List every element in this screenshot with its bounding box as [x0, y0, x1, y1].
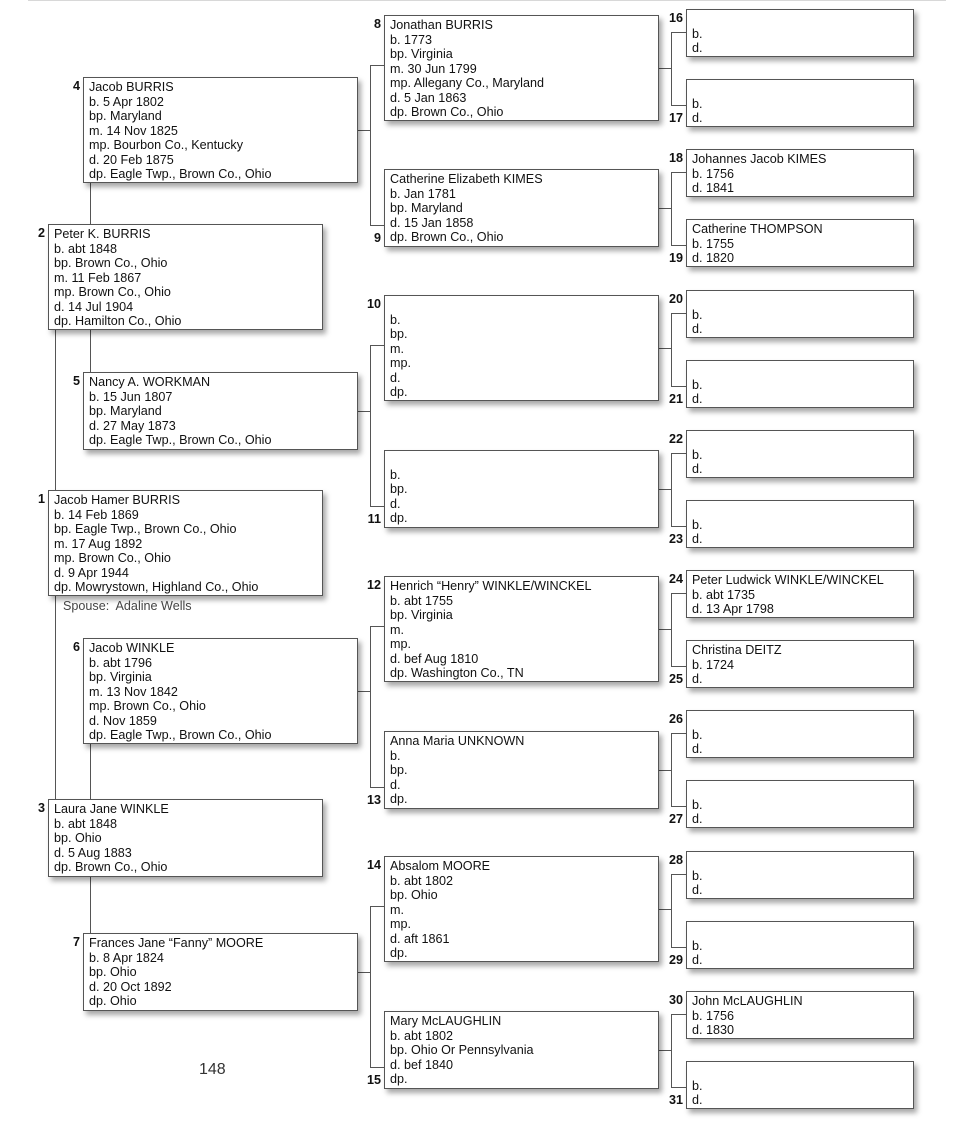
spouse-label: Spouse:	[63, 599, 110, 613]
ancestor-number: 9	[373, 231, 381, 245]
person-detail: b. 1756	[692, 166, 735, 181]
person-name	[692, 1064, 913, 1079]
person-detail: b. abt 1755	[390, 593, 454, 608]
connector-line	[671, 105, 686, 106]
person-box-17[interactable]	[686, 79, 914, 127]
connector-line	[90, 744, 91, 799]
connector-line	[370, 1067, 384, 1068]
person-detail: b.	[390, 312, 401, 327]
connector-line	[55, 330, 56, 490]
person-detail: b. 5 Apr 1802	[89, 94, 164, 109]
person-detail: b. abt 1796	[89, 655, 153, 670]
person-detail: mp. Brown Co., Ohio	[89, 699, 206, 713]
person-box-19[interactable]	[686, 219, 914, 267]
person-detail: d. 1841	[692, 181, 735, 195]
person-detail: m. 14 Nov 1825	[89, 123, 178, 138]
connector-line	[659, 629, 671, 630]
ancestor-number: 21	[668, 392, 683, 406]
connector-line	[370, 345, 384, 346]
ancestor-number: 7	[72, 935, 80, 949]
connector-line	[671, 733, 672, 806]
person-detail: dp. Ohio	[89, 994, 137, 1008]
person-name	[692, 12, 913, 27]
person-detail: m. 30 Jun 1799	[390, 61, 477, 76]
connector-line	[370, 906, 371, 1067]
connector-line	[358, 972, 370, 973]
person-detail: dp. Mowrystown, Highland Co., Ohio	[54, 580, 259, 594]
person-detail: d. 14 Jul 1904	[54, 299, 134, 314]
person-detail: b. 1756	[692, 1008, 735, 1023]
person-detail: b.	[692, 377, 703, 392]
ancestor-number: 14	[366, 858, 381, 872]
spouse-name: Adaline Wells	[115, 599, 192, 613]
person-detail: d. 1830	[692, 1023, 735, 1037]
person-detail: b.	[692, 938, 703, 953]
person-name	[692, 783, 913, 798]
ancestor-number: 18	[668, 151, 683, 165]
ancestor-number: 12	[366, 578, 381, 592]
ancestor-number: 4	[72, 79, 80, 93]
connector-line	[671, 453, 672, 526]
person-detail: bp. Virginia	[89, 670, 152, 684]
person-name	[692, 293, 913, 308]
person-detail: dp. Eagle Twp., Brown Co., Ohio	[89, 433, 272, 447]
person-detail: dp. Brown Co., Ohio	[54, 860, 168, 874]
person-box-3[interactable]	[48, 799, 323, 877]
person-box-12[interactable]	[384, 576, 659, 682]
person-detail: b. 1755	[692, 236, 735, 251]
ancestor-number: 26	[668, 712, 683, 726]
person-name	[692, 503, 913, 518]
person-detail: mp.	[390, 356, 411, 370]
person-detail: b. Jan 1781	[390, 186, 456, 201]
ancestor-number: 27	[668, 812, 683, 826]
person-name: Christina DEITZ	[692, 643, 782, 657]
person-detail: d.	[692, 532, 703, 546]
page-number: 148	[199, 1061, 226, 1078]
connector-line	[671, 453, 686, 454]
person-name: Jacob BURRIS	[89, 80, 174, 94]
connector-line	[671, 733, 686, 734]
person-detail: dp. Eagle Twp., Brown Co., Ohio	[89, 728, 272, 742]
person-name	[390, 298, 658, 313]
person-detail: d.	[692, 812, 703, 826]
person-detail: d.	[390, 370, 401, 385]
connector-line	[370, 225, 384, 226]
person-detail: b. 1724	[692, 657, 735, 672]
ancestor-number: 22	[668, 432, 683, 446]
ancestor-number: 6	[72, 640, 80, 654]
person-box-30[interactable]	[686, 991, 914, 1039]
person-box-13[interactable]	[384, 731, 659, 809]
person-detail: b.	[692, 447, 703, 462]
person-name: Anna Maria UNKNOWN	[390, 734, 525, 748]
person-box-4[interactable]	[83, 77, 358, 183]
ancestor-number: 8	[373, 17, 381, 31]
person-name: Nancy A. WORKMAN	[89, 375, 211, 389]
person-detail: d.	[692, 111, 703, 125]
person-detail: b.	[692, 797, 703, 812]
connector-line	[90, 183, 91, 224]
person-box-9[interactable]	[384, 169, 659, 247]
connector-line	[370, 787, 384, 788]
person-detail: d.	[692, 883, 703, 897]
person-detail: m.	[390, 622, 404, 637]
connector-line	[370, 65, 384, 66]
connector-line	[659, 909, 671, 910]
person-detail: b. abt 1802	[390, 873, 454, 888]
person-detail: dp.	[390, 792, 408, 806]
person-detail: bp. Ohio Or Pennsylvania	[390, 1043, 534, 1057]
person-detail: bp. Brown Co., Ohio	[54, 256, 168, 270]
connector-line	[671, 172, 672, 245]
ancestor-number: 15	[366, 1073, 381, 1087]
ancestor-number: 24	[668, 572, 683, 586]
person-detail: d. 1820	[692, 251, 735, 265]
ancestor-number: 11	[367, 512, 381, 526]
person-detail: mp. Allegany Co., Maryland	[390, 76, 544, 90]
person-box-14[interactable]	[384, 856, 659, 962]
person-name: Johannes Jacob KIMES	[692, 152, 827, 166]
ancestor-number: 23	[668, 532, 683, 546]
person-detail: b. abt 1735	[692, 587, 756, 602]
person-name: Absalom MOORE	[390, 859, 491, 873]
connector-line	[358, 691, 370, 692]
person-detail: dp.	[390, 385, 408, 399]
ancestor-number: 31	[668, 1093, 683, 1107]
connector-line	[370, 906, 384, 907]
connector-line	[671, 245, 686, 246]
person-detail: dp. Brown Co., Ohio	[390, 105, 504, 119]
person-detail: d. 5 Jan 1863	[390, 90, 467, 105]
person-box-20[interactable]	[686, 290, 914, 338]
connector-line	[659, 348, 671, 349]
connector-line	[671, 313, 672, 386]
connector-line	[671, 806, 686, 807]
ancestor-number: 13	[366, 793, 381, 807]
person-box-10[interactable]	[384, 295, 659, 401]
person-detail: bp. Virginia	[390, 608, 453, 622]
person-name: Jacob WINKLE	[89, 641, 175, 655]
connector-line	[370, 506, 384, 507]
person-detail: b.	[390, 467, 401, 482]
person-name	[692, 924, 913, 939]
person-detail: bp.	[390, 327, 408, 341]
connector-line	[659, 1050, 671, 1051]
connector-line	[671, 1087, 686, 1088]
person-box-6[interactable]	[83, 638, 358, 744]
connector-line	[659, 208, 671, 209]
person-name: Laura Jane WINKLE	[54, 802, 169, 816]
ancestor-number: 30	[668, 993, 683, 1007]
person-detail: mp. Brown Co., Ohio	[54, 285, 171, 299]
person-name: Frances Jane “Fanny” MOORE	[89, 936, 264, 950]
connector-line	[671, 172, 686, 173]
person-box-31[interactable]	[686, 1061, 914, 1109]
connector-line	[671, 593, 686, 594]
person-box-25[interactable]	[686, 640, 914, 688]
person-detail: bp.	[390, 763, 408, 777]
person-detail: dp.	[390, 946, 408, 960]
person-name: Jacob Hamer BURRIS	[54, 493, 180, 507]
person-detail: d. bef 1840	[390, 1057, 454, 1072]
person-box-23[interactable]	[686, 500, 914, 548]
connector-line	[671, 666, 686, 667]
connector-line	[671, 947, 686, 948]
person-name: John McLAUGHLIN	[692, 994, 803, 1008]
person-detail: d. aft 1861	[390, 931, 450, 946]
person-box-28[interactable]	[686, 851, 914, 899]
person-detail: d. Nov 1859	[89, 713, 157, 728]
connector-line	[671, 1014, 686, 1015]
person-box-21[interactable]	[686, 360, 914, 408]
person-detail: bp. Maryland	[390, 201, 463, 215]
person-detail: b. 1773	[390, 32, 433, 47]
spouse-line	[63, 599, 192, 613]
person-detail: d. 5 Aug 1883	[54, 845, 132, 860]
person-detail: d.	[692, 742, 703, 756]
person-name: Peter K. BURRIS	[54, 227, 151, 241]
person-detail: mp.	[390, 637, 411, 651]
person-name	[692, 363, 913, 378]
person-detail: mp. Bourbon Co., Kentucky	[89, 138, 244, 152]
person-detail: b.	[692, 868, 703, 883]
person-detail: bp. Ohio	[89, 965, 137, 979]
person-detail: dp.	[390, 511, 408, 525]
person-detail: m.	[390, 341, 404, 356]
person-name: Catherine THOMPSON	[692, 222, 823, 236]
person-detail: bp. Ohio	[390, 888, 438, 902]
connector-line	[671, 386, 686, 387]
person-name	[692, 854, 913, 869]
person-box-16[interactable]	[686, 9, 914, 57]
connector-line	[90, 330, 91, 372]
connector-line	[659, 68, 671, 69]
person-detail: b.	[692, 517, 703, 532]
person-detail: d. 9 Apr 1944	[54, 565, 129, 580]
connector-line	[671, 874, 686, 875]
connector-line	[671, 874, 672, 947]
person-box-11[interactable]	[384, 450, 659, 528]
person-detail: m. 17 Aug 1892	[54, 536, 143, 551]
connector-line	[358, 130, 370, 131]
person-detail: b. abt 1848	[54, 816, 118, 831]
person-detail: dp. Hamilton Co., Ohio	[54, 314, 182, 328]
person-box-5[interactable]	[83, 372, 358, 450]
person-box-26[interactable]	[686, 710, 914, 758]
person-detail: m.	[390, 902, 404, 917]
connector-line	[90, 877, 91, 933]
person-box-8[interactable]	[384, 15, 659, 121]
person-detail: bp. Ohio	[54, 831, 102, 845]
ancestor-number: 16	[668, 11, 683, 25]
connector-line	[370, 65, 371, 225]
person-box-27[interactable]	[686, 780, 914, 828]
person-box-7[interactable]	[83, 933, 358, 1011]
ancestor-number: 25	[668, 672, 683, 686]
person-name: Jonathan BURRIS	[390, 18, 493, 32]
person-detail: d.	[692, 392, 703, 406]
person-box-29[interactable]	[686, 921, 914, 969]
person-detail: b.	[692, 727, 703, 742]
person-detail: bp. Maryland	[89, 109, 162, 123]
person-detail: m. 13 Nov 1842	[89, 684, 178, 699]
person-detail: d. 15 Jan 1858	[390, 215, 474, 230]
person-box-22[interactable]	[686, 430, 914, 478]
person-name	[692, 82, 913, 97]
person-name: Henrich “Henry” WINKLE/WINCKEL	[390, 579, 592, 593]
person-box-18[interactable]	[686, 149, 914, 197]
person-detail: d. 27 May 1873	[89, 418, 176, 433]
connector-line	[671, 313, 686, 314]
person-detail: b. 8 Apr 1824	[89, 950, 164, 965]
ancestor-number: 28	[668, 853, 683, 867]
person-detail: bp. Virginia	[390, 47, 453, 61]
person-detail: m. 11 Feb 1867	[54, 270, 142, 285]
person-detail: dp. Brown Co., Ohio	[390, 230, 504, 244]
person-detail: bp. Maryland	[89, 404, 162, 418]
person-detail: d.	[390, 496, 401, 511]
connector-line	[671, 526, 686, 527]
person-detail: b.	[692, 26, 703, 41]
ancestor-number: 1	[37, 492, 45, 506]
person-name	[692, 713, 913, 728]
ancestor-number: 2	[37, 226, 45, 240]
person-detail: mp. Brown Co., Ohio	[54, 551, 171, 565]
person-detail: d.	[390, 777, 401, 792]
ancestor-number: 20	[668, 292, 683, 306]
connector-line	[659, 770, 671, 771]
connector-line	[659, 489, 671, 490]
ancestor-number: 3	[37, 801, 45, 815]
person-name	[692, 433, 913, 448]
ancestor-number: 29	[668, 953, 683, 967]
person-detail: d.	[692, 672, 703, 686]
person-detail: d.	[692, 1093, 703, 1107]
person-detail: d. 20 Oct 1892	[89, 979, 172, 994]
ancestor-number: 17	[668, 111, 683, 125]
ancestor-number: 5	[72, 374, 80, 388]
person-detail: b.	[692, 1078, 703, 1093]
ancestor-number: 19	[668, 251, 683, 265]
connector-line	[671, 593, 672, 666]
ancestor-number: 10	[366, 297, 381, 311]
person-detail: d. 13 Apr 1798	[692, 602, 774, 616]
person-detail: b. abt 1802	[390, 1028, 454, 1043]
person-detail: d.	[692, 322, 703, 336]
person-detail: b. 15 Jun 1807	[89, 389, 173, 404]
connector-line	[370, 345, 371, 506]
person-detail: mp.	[390, 917, 411, 931]
person-detail: bp. Eagle Twp., Brown Co., Ohio	[54, 522, 237, 536]
connector-line	[671, 32, 672, 105]
connector-line	[55, 596, 56, 799]
person-detail: b.	[692, 307, 703, 322]
person-box-15[interactable]	[384, 1011, 659, 1089]
person-detail: d.	[692, 953, 703, 967]
person-name: Mary McLAUGHLIN	[390, 1014, 502, 1028]
connector-line	[671, 1014, 672, 1087]
person-detail: bp.	[390, 482, 408, 496]
connector-line	[370, 626, 384, 627]
person-detail: b. abt 1848	[54, 241, 118, 256]
person-detail: d. bef Aug 1810	[390, 651, 479, 666]
page-top-border	[28, 0, 946, 1]
connector-line	[671, 32, 686, 33]
person-detail: d.	[692, 41, 703, 55]
person-detail: dp.	[390, 1072, 408, 1086]
person-detail: b.	[692, 96, 703, 111]
person-detail: b. 14 Feb 1869	[54, 507, 139, 522]
person-detail: d. 20 Feb 1875	[89, 152, 174, 167]
person-detail: d.	[692, 462, 703, 476]
person-box-1[interactable]	[48, 490, 323, 596]
person-box-24[interactable]	[686, 570, 914, 618]
person-box-2[interactable]	[48, 224, 323, 330]
person-name	[390, 453, 658, 468]
connector-line	[370, 626, 371, 787]
person-name: Peter Ludwick WINKLE/WINCKEL	[692, 573, 884, 587]
person-detail: dp. Eagle Twp., Brown Co., Ohio	[89, 167, 272, 181]
person-detail: b.	[390, 748, 401, 763]
connector-line	[358, 411, 370, 412]
person-detail: dp. Washington Co., TN	[390, 666, 524, 680]
person-name: Catherine Elizabeth KIMES	[390, 172, 543, 186]
